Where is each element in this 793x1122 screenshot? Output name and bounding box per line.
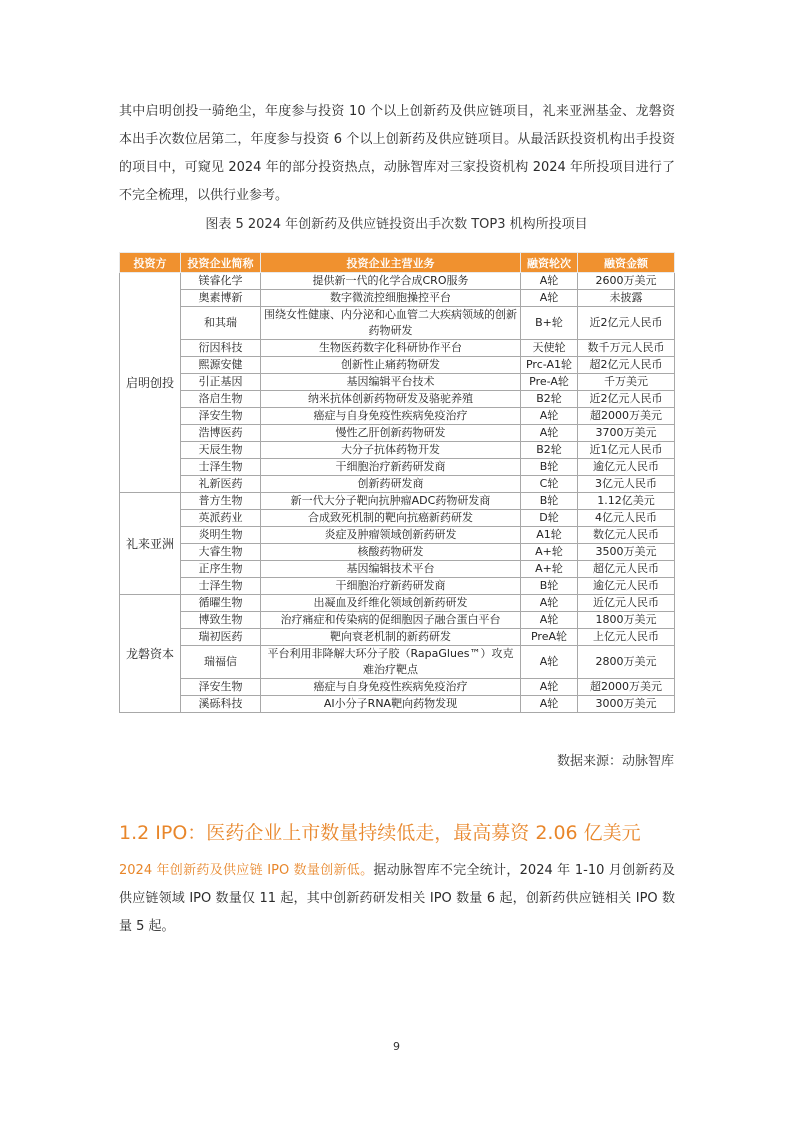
round-cell: B2轮 <box>521 442 578 459</box>
business-cell: 纳米抗体创新药物研发及骆驼养殖 <box>261 391 521 408</box>
round-cell: B轮 <box>521 578 578 595</box>
round-cell: B+轮 <box>521 307 578 340</box>
amount-cell: 3500万美元 <box>578 544 675 561</box>
investor-cell: 礼来亚洲 <box>120 493 181 595</box>
section-heading: 1.2 IPO：医药企业上市数量持续低走，最高募资 2.06 亿美元 <box>119 822 641 844</box>
business-cell: 提供新一代的化学合成CRO服务 <box>261 273 521 290</box>
company-cell: 循曜生物 <box>181 595 261 612</box>
company-cell: 天辰生物 <box>181 442 261 459</box>
business-cell: 慢性乙肝创新药物研发 <box>261 425 521 442</box>
source-note: 数据来源：动脉智库 <box>556 754 674 769</box>
amount-cell: 4亿元人民币 <box>578 510 675 527</box>
amount-cell: 千万美元 <box>578 374 675 391</box>
table-row <box>120 340 675 357</box>
table-row <box>120 425 675 442</box>
table-row <box>120 544 675 561</box>
table-row <box>120 527 675 544</box>
amount-cell: 逾亿元人民币 <box>578 459 675 476</box>
company-cell: 泽安生物 <box>181 679 261 696</box>
company-cell: 洛启生物 <box>181 391 261 408</box>
table-row <box>120 307 675 340</box>
intro-paragraph: 其中启明创投一骑绝尘，年度参与投资 10 个以上创新药及供应链项目，礼来亚洲基金、龙磐资本出手次数位居第二，年度参与投资 6 个以上创新药及供应链项目。从最活跃投资机构出手投资的项目中，可窥见 2024 年的部分投资热点，动脉智库对三家投资机构 2024 年所投项目进行了不完全梳理，以供行业参考。 <box>119 104 675 203</box>
amount-cell: 3000万美元 <box>578 696 675 713</box>
business-cell: 治疗痛症和传染病的促细胞因子融合蛋白平台 <box>261 612 521 629</box>
round-cell: A轮 <box>521 696 578 713</box>
investor-cell: 龙磐资本 <box>120 595 181 713</box>
company-cell: 礼新医药 <box>181 476 261 493</box>
header-amount: 融资金额 <box>578 253 675 273</box>
investment-table <box>119 252 675 713</box>
table-row <box>120 273 675 290</box>
table-row <box>120 696 675 713</box>
business-cell: 生物医药数字化科研协作平台 <box>261 340 521 357</box>
company-cell: 普方生物 <box>181 493 261 510</box>
round-cell: B轮 <box>521 493 578 510</box>
amount-cell: 近2亿元人民币 <box>578 391 675 408</box>
round-cell: A轮 <box>521 290 578 307</box>
business-cell: 干细胞治疗新药研发商 <box>261 459 521 476</box>
investor-cell: 启明创投 <box>120 273 181 493</box>
amount-cell: 1800万美元 <box>578 612 675 629</box>
business-cell: 癌症与自身免疫性疾病免疫治疗 <box>261 679 521 696</box>
round-cell: A+轮 <box>521 544 578 561</box>
company-cell: 溪砾科技 <box>181 696 261 713</box>
business-cell: AI小分子RNA靶向药物发现 <box>261 696 521 713</box>
table-row <box>120 679 675 696</box>
amount-cell: 2600万美元 <box>578 273 675 290</box>
table-caption: 图表 5 2024 年创新药及供应链投资出手次数 TOP3 机构所投项目 <box>205 217 588 232</box>
amount-cell: 近2亿元人民币 <box>578 307 675 340</box>
business-cell: 靶向衰老机制的新药研发 <box>261 629 521 646</box>
round-cell: 天使轮 <box>521 340 578 357</box>
business-cell: 创新性止痛药物研发 <box>261 357 521 374</box>
company-cell: 衍因科技 <box>181 340 261 357</box>
amount-cell: 数亿元人民币 <box>578 527 675 544</box>
round-cell: Pre-A轮 <box>521 374 578 391</box>
business-cell: 数字微流控细胞操控平台 <box>261 290 521 307</box>
business-cell: 创新药研发商 <box>261 476 521 493</box>
header-company: 投资企业简称 <box>181 253 261 273</box>
business-cell: 基因编辑技术平台 <box>261 561 521 578</box>
amount-cell: 逾亿元人民币 <box>578 578 675 595</box>
table-row <box>120 578 675 595</box>
table-header-row <box>120 253 675 273</box>
table-row <box>120 408 675 425</box>
business-cell: 围绕女性健康、内分泌和心血管二大疾病领域的创新药物研发 <box>261 307 521 340</box>
company-cell: 大睿生物 <box>181 544 261 561</box>
amount-cell: 超2亿元人民币 <box>578 357 675 374</box>
amount-cell: 数千万元人民币 <box>578 340 675 357</box>
table-body <box>120 273 675 713</box>
round-cell: B2轮 <box>521 391 578 408</box>
business-cell: 大分子抗体药物开发 <box>261 442 521 459</box>
table-row <box>120 646 675 679</box>
table-row <box>120 442 675 459</box>
amount-cell: 1.12亿美元 <box>578 493 675 510</box>
amount-cell: 2800万美元 <box>578 646 675 679</box>
table-row <box>120 629 675 646</box>
business-cell: 炎症及肿瘤领域创新药研发 <box>261 527 521 544</box>
section-highlight: 2024 年创新药及供应链 IPO 数量创新低。 <box>119 863 374 878</box>
round-cell: PreA轮 <box>521 629 578 646</box>
header-round: 融资轮次 <box>521 253 578 273</box>
company-cell: 引正基因 <box>181 374 261 391</box>
round-cell: A轮 <box>521 425 578 442</box>
company-cell: 炎明生物 <box>181 527 261 544</box>
company-cell: 镁睿化学 <box>181 273 261 290</box>
company-cell: 正序生物 <box>181 561 261 578</box>
round-cell: A轮 <box>521 679 578 696</box>
table-row <box>120 612 675 629</box>
table-row <box>120 391 675 408</box>
company-cell: 熙源安健 <box>181 357 261 374</box>
round-cell: A轮 <box>521 646 578 679</box>
business-cell: 新一代大分子靶向抗肿瘤ADC药物研发商 <box>261 493 521 510</box>
table-row <box>120 459 675 476</box>
amount-cell: 3亿元人民币 <box>578 476 675 493</box>
header-business: 投资企业主营业务 <box>261 253 521 273</box>
table-row <box>120 476 675 493</box>
amount-cell: 超亿元人民币 <box>578 561 675 578</box>
header-investor: 投资方 <box>120 253 181 273</box>
table-row <box>120 561 675 578</box>
section-body: 据动脉智库不完全统计，2024 年 1-10 月创新药及供应链领域 IPO 数量仅 11 起，其中创新药研发相关 IPO 数量 6 起，创新药供应链相关 IPO 数量 5 起。 <box>119 863 675 934</box>
round-cell: A轮 <box>521 612 578 629</box>
company-cell: 士泽生物 <box>181 578 261 595</box>
round-cell: A轮 <box>521 273 578 290</box>
amount-cell: 3700万美元 <box>578 425 675 442</box>
round-cell: C轮 <box>521 476 578 493</box>
table-row <box>120 290 675 307</box>
company-cell: 英派药业 <box>181 510 261 527</box>
company-cell: 瑞福信 <box>181 646 261 679</box>
round-cell: A轮 <box>521 408 578 425</box>
company-cell: 博致生物 <box>181 612 261 629</box>
company-cell: 奥素博新 <box>181 290 261 307</box>
amount-cell: 超2000万美元 <box>578 679 675 696</box>
amount-cell: 近1亿元人民币 <box>578 442 675 459</box>
amount-cell: 上亿元人民币 <box>578 629 675 646</box>
round-cell: B轮 <box>521 459 578 476</box>
company-cell: 泽安生物 <box>181 408 261 425</box>
company-cell: 和其瑞 <box>181 307 261 340</box>
round-cell: A轮 <box>521 595 578 612</box>
company-cell: 士泽生物 <box>181 459 261 476</box>
table-row <box>120 493 675 510</box>
amount-cell: 超2000万美元 <box>578 408 675 425</box>
round-cell: D轮 <box>521 510 578 527</box>
table-row <box>120 374 675 391</box>
business-cell: 平台利用非降解大环分子胶（RapaGlues™）攻克难治疗靶点 <box>261 646 521 679</box>
table-row <box>120 357 675 374</box>
table-row <box>120 595 675 612</box>
round-cell: Prc-A1轮 <box>521 357 578 374</box>
business-cell: 癌症与自身免疫性疾病免疫治疗 <box>261 408 521 425</box>
amount-cell: 近亿元人民币 <box>578 595 675 612</box>
section-paragraph <box>119 857 675 941</box>
business-cell: 干细胞治疗新药研发商 <box>261 578 521 595</box>
round-cell: A+轮 <box>521 561 578 578</box>
round-cell: A1轮 <box>521 527 578 544</box>
business-cell: 核酸药物研发 <box>261 544 521 561</box>
company-cell: 浩博医药 <box>181 425 261 442</box>
table-row <box>120 510 675 527</box>
page-number: 9 <box>393 1040 400 1053</box>
business-cell: 合成致死机制的靶向抗癌新药研发 <box>261 510 521 527</box>
amount-cell: 未披露 <box>578 290 675 307</box>
company-cell: 瑞初医药 <box>181 629 261 646</box>
business-cell: 基因编辑平台技术 <box>261 374 521 391</box>
business-cell: 出凝血及纤维化领域创新药研发 <box>261 595 521 612</box>
